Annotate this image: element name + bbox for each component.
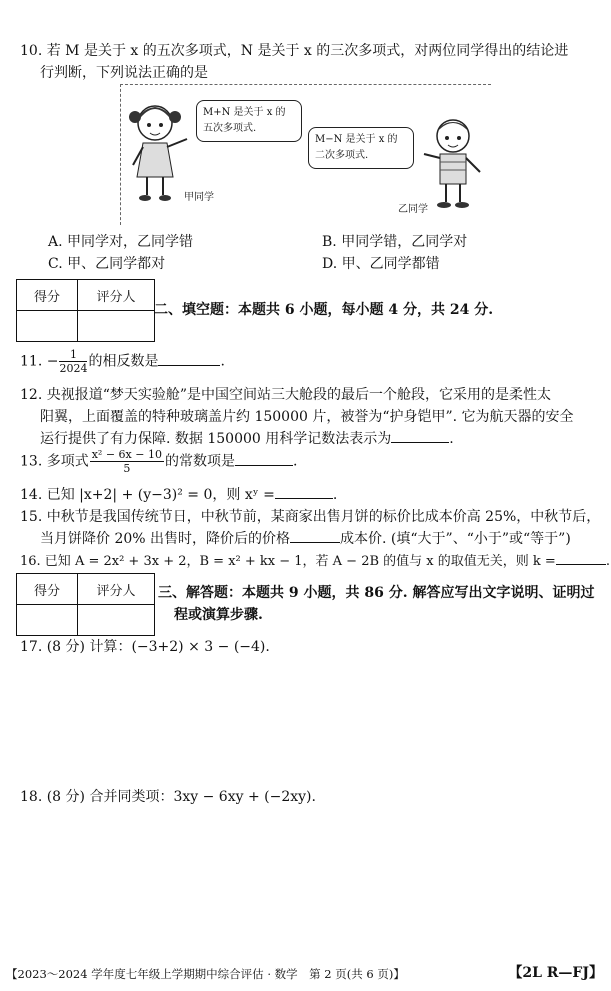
q11-end: .	[220, 353, 225, 370]
q11-denominator: 2024	[59, 362, 88, 375]
q11-answer-blank[interactable]	[158, 351, 220, 366]
q16-answer-blank[interactable]	[556, 550, 606, 565]
score-header: 得分	[17, 574, 78, 605]
q12-line2: 阳翼，上面覆盖的特种玻璃盖片约 150000 片，被誉为“护身铠甲”. 它为航天器的安全	[40, 409, 574, 425]
option-d: D. 甲、乙同学都错	[322, 256, 440, 272]
q15-line2	[40, 528, 571, 550]
q16	[20, 550, 610, 573]
q13-end: .	[292, 453, 298, 470]
score-table-section2	[16, 279, 155, 342]
speech-bubble-jia: M+N 是关于 x 的五次多项式.	[196, 100, 302, 142]
speech-bubble-yi: M−N 是关于 x 的二次多项式.	[308, 127, 414, 169]
q17: 17. (8 分) 计算：(−3+2) × 3 − (−4).	[20, 639, 270, 655]
q11	[20, 348, 225, 375]
q16-end: .	[605, 554, 610, 569]
score-header: 得分	[17, 280, 78, 311]
q14-end: .	[332, 487, 338, 503]
q12-end: .	[449, 431, 454, 447]
grader-header: 评分人	[78, 574, 155, 605]
option-c: C. 甲、乙同学都对	[48, 256, 166, 272]
q13-fraction	[90, 448, 164, 475]
q12-answer-blank[interactable]	[391, 428, 449, 443]
q10-line1: 10. 若 M 是关于 x 的五次多项式，N 是关于 x 的三次多项式，对两位同学得出的结论进	[20, 43, 569, 59]
q13-prefix: 13. 多项式	[20, 453, 89, 470]
q13	[20, 448, 297, 475]
grader-cell	[78, 311, 155, 342]
option-a: A. 甲同学对，乙同学错	[48, 234, 194, 250]
q15-line2-end: 成本价. (填“大于”、“小于”或“等于”)	[340, 531, 571, 547]
q11-suffix: 的相反数是	[88, 353, 159, 370]
q11-numerator: 1	[59, 348, 87, 362]
label-yi: 乙同学	[398, 204, 428, 215]
q12-line3-text: 运行提供了有力保障. 数据 150000 用科学记数法表示为	[40, 431, 392, 447]
q11-prefix: 11. −	[20, 353, 59, 370]
grader-header: 评分人	[78, 280, 155, 311]
q13-numerator: x² − 6x − 10	[91, 448, 162, 461]
score-table-section3	[16, 573, 155, 636]
q15-line1: 15. 中秋节是我国传统节日，中秋节前，某商家出售月饼的标价比成本价高 25%，中秋节后，	[20, 509, 601, 525]
q13-denominator: 5	[123, 462, 131, 475]
section3-title-line1: 三、解答题：本题共 9 小题，共 86 分. 解答应写出文字说明、证明过	[158, 585, 595, 601]
q11-fraction	[59, 348, 87, 375]
q14-answer-blank[interactable]	[275, 484, 333, 499]
q13-answer-blank[interactable]	[235, 451, 293, 466]
boy-figure-icon	[418, 112, 488, 212]
q14-text: 14. 已知 |x+2| + (y−3)² = 0，则 xʸ =	[20, 487, 275, 503]
q12-line1: 12. 央视报道“梦天实验舱”是中国空间站三大舱段的最后一个舱段，它采用的是柔性太	[20, 387, 552, 403]
q18: 18. (8 分) 合并同类项：3xy − 6xy + (−2xy).	[20, 789, 316, 805]
q10-line2: 行判断，下列说法正确的是	[40, 65, 208, 81]
page-footer: 【2023～2024 学年度七年级上学期期中综合评估 · 数学 第 2 页(共 6 页)】	[6, 967, 405, 981]
score-cell	[17, 605, 78, 636]
q16-text: 16. 已知 A = 2x² + 3x + 2，B = x² + kx − 1，若 A − 2B 的值与 x 的取值无关，则 k =	[20, 554, 556, 569]
q15-line2-start: 当月饼降价 20% 出售时，降价后的价格	[40, 531, 291, 547]
q12-line3	[40, 428, 454, 450]
option-b: B. 甲同学错，乙同学对	[322, 234, 468, 250]
q13-suffix: 的常数项是	[164, 453, 235, 470]
q14	[20, 484, 337, 506]
label-jia: 甲同学	[184, 192, 214, 203]
section2-title: 二、填空题：本题共 6 小题，每小题 4 分，共 24 分.	[154, 302, 494, 318]
q15-answer-blank[interactable]	[290, 528, 340, 543]
score-cell	[17, 311, 78, 342]
section3-title-line2: 程或演算步骤.	[174, 607, 263, 623]
grader-cell	[78, 605, 155, 636]
exam-code: 【2L R—FJ】	[508, 965, 603, 981]
